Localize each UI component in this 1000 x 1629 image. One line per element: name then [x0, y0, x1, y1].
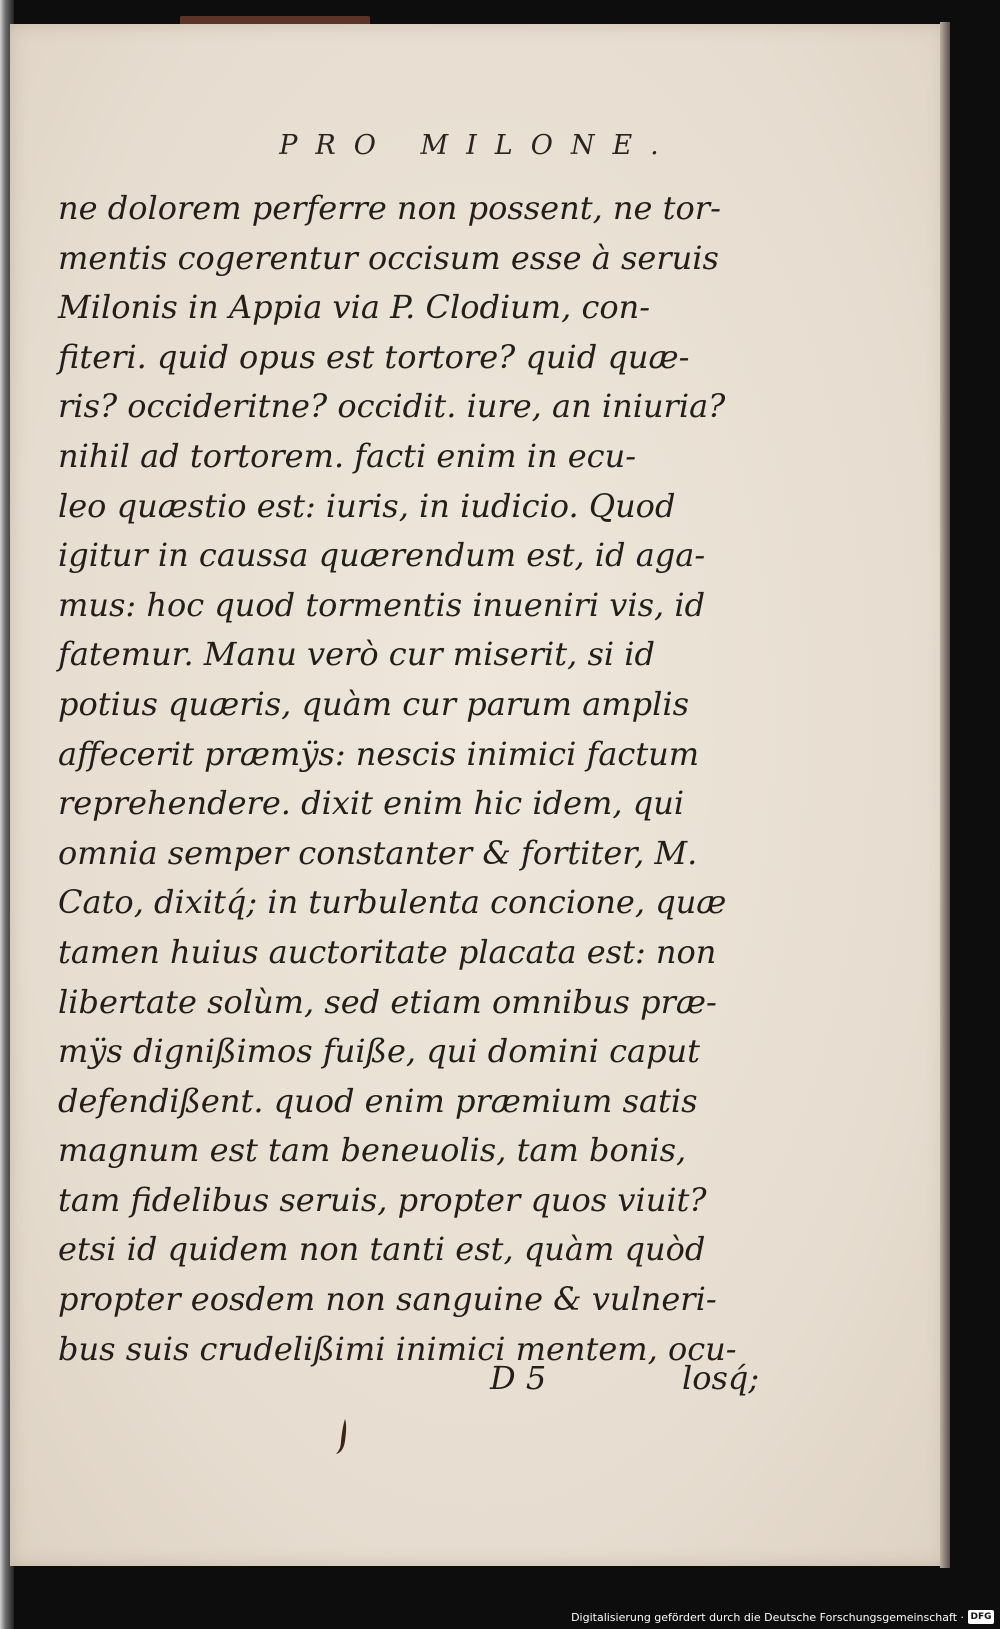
text-line: Milonis in Appia via P. Clodium, con- [58, 288, 651, 327]
catchword: losq́; [682, 1359, 760, 1397]
ink-blot-icon [333, 1417, 353, 1457]
text-line: defendißent. quod enim præmium satis [58, 1081, 698, 1120]
text-line: magnum est tam beneuolis, tam bonis, [58, 1131, 687, 1170]
text-line: Cato, dixitq́; in turbulenta concione, quæ [58, 883, 727, 922]
text-line: mentis cogerentur occisum esse à seruis [58, 238, 719, 277]
text-line: ne dolorem perferre non possent, ne tor- [58, 189, 721, 227]
text-line: bus suis crudelißimi inimici mentem, ocu- [58, 1329, 737, 1368]
running-head: PRO MILONE. [279, 130, 677, 161]
text-line: etsi id quidem non tanti est, quàm quòd [58, 1230, 706, 1269]
text-line: tam fidelibus seruis, propter quos viuit? [58, 1180, 707, 1219]
text-line: propter eosdem non sanguine & vulneri- [58, 1280, 717, 1319]
text-line: fiteri. quid opus est tortore? quid quæ- [58, 337, 690, 376]
text-line: omnia semper constanter & fortiter, M. [58, 833, 698, 872]
text-line: nihil ad tortorem. facti enim in ecu- [58, 436, 636, 475]
body-text [58, 184, 758, 1374]
text-line: reprehendere. dixit enim hic idem, qui [58, 784, 685, 823]
page-edge [940, 22, 950, 1568]
text-line: fatemur. Manu verò cur miserit, si id [58, 635, 655, 674]
text-line: potius quæris, quàm cur parum amplis [58, 684, 689, 723]
text-line: igitur in caussa quærendum est, id aga- [58, 536, 706, 575]
dfg-logo: DFG [968, 1610, 994, 1624]
text-line: mÿs dignißimos fuiße, qui domini caput [58, 1032, 701, 1071]
signature-mark: D 5 [490, 1359, 547, 1397]
text-line: ris? occideritne? occidit. iure, an iniuria? [58, 387, 726, 426]
text-line: libertate solùm, sed etiam omnibus præ- [58, 982, 717, 1021]
book-page [10, 24, 946, 1566]
text-line: mus: hoc quod tormentis inueniri vis, id [58, 585, 706, 624]
digitization-credit: Digitalisierung gefördert durch die Deutsche Forschungsgemeinschaft · [571, 1611, 964, 1624]
text-line: affecerit præmÿs: nescis inimici factum [58, 734, 700, 773]
text-line: tamen huius auctoritate placata est: non [58, 932, 717, 971]
text-line: leo quæstio est: iuris, in iudicio. Quod [58, 486, 676, 525]
